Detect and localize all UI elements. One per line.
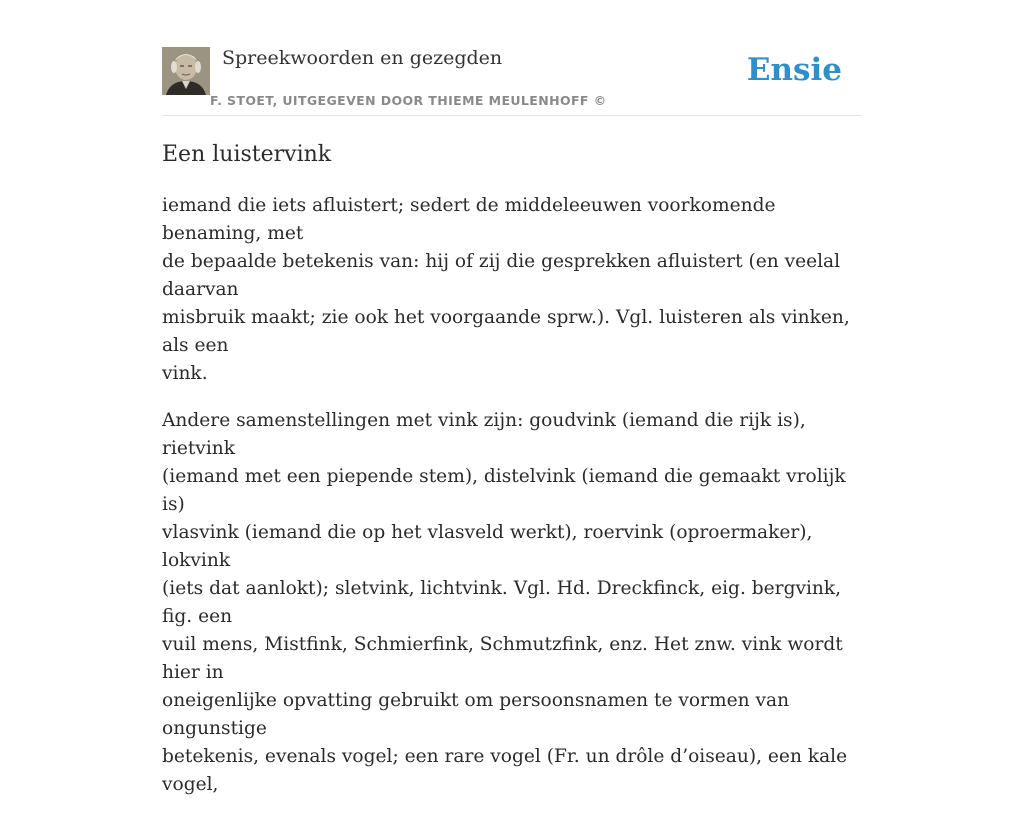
book-title-link[interactable]: Spreekwoorden en gezegden [222, 47, 503, 69]
publisher-credit: F. STOET, UITGEGEVEN DOOR THIEME MEULENHOFF © [210, 93, 607, 108]
entry-title: Een luistervink [162, 142, 332, 167]
portrait-icon [162, 47, 210, 95]
author-avatar[interactable] [162, 47, 210, 95]
ensie-logo[interactable]: Ensie [746, 52, 842, 88]
source-header [162, 46, 862, 116]
entry-paragraph: Andere samenstellingen met vink zijn: goudvink (iemand die rijk is), rietvink (iemand met een piepende stem), distelvink (iemand die gemaakt vrolijk is) vlasvink (iemand die op het vlasveld werkt), roervink (oproermaker), lokvink (iets dat aanlokt); sletvink, lichtvink. Vgl. Hd. Dreckfinck, eig. bergvink, fig. een vuil mens, Mistfink, Schmierfink, Schmutzfink, enz. Het znw. vink wordt hier in oneigenlijke opvatting gebruikt om persoonsnamen te vormen van ongunstige betekenis, evenals vogel; een rare vogel (Fr. un drôle d’oiseau), een kale vogel, [162, 410, 848, 795]
entry-body [162, 192, 862, 818]
entry-paragraph: iemand die iets afluistert; sedert de middeleeuwen voorkomende benaming, met de bepaalde betekenis van: hij of zij die gesprekken afluistert (en veelal daarvan misbruik maakt; zie ook het voorgaande sprw.). Vgl. luisteren als vinken, als een vink. [162, 195, 850, 384]
